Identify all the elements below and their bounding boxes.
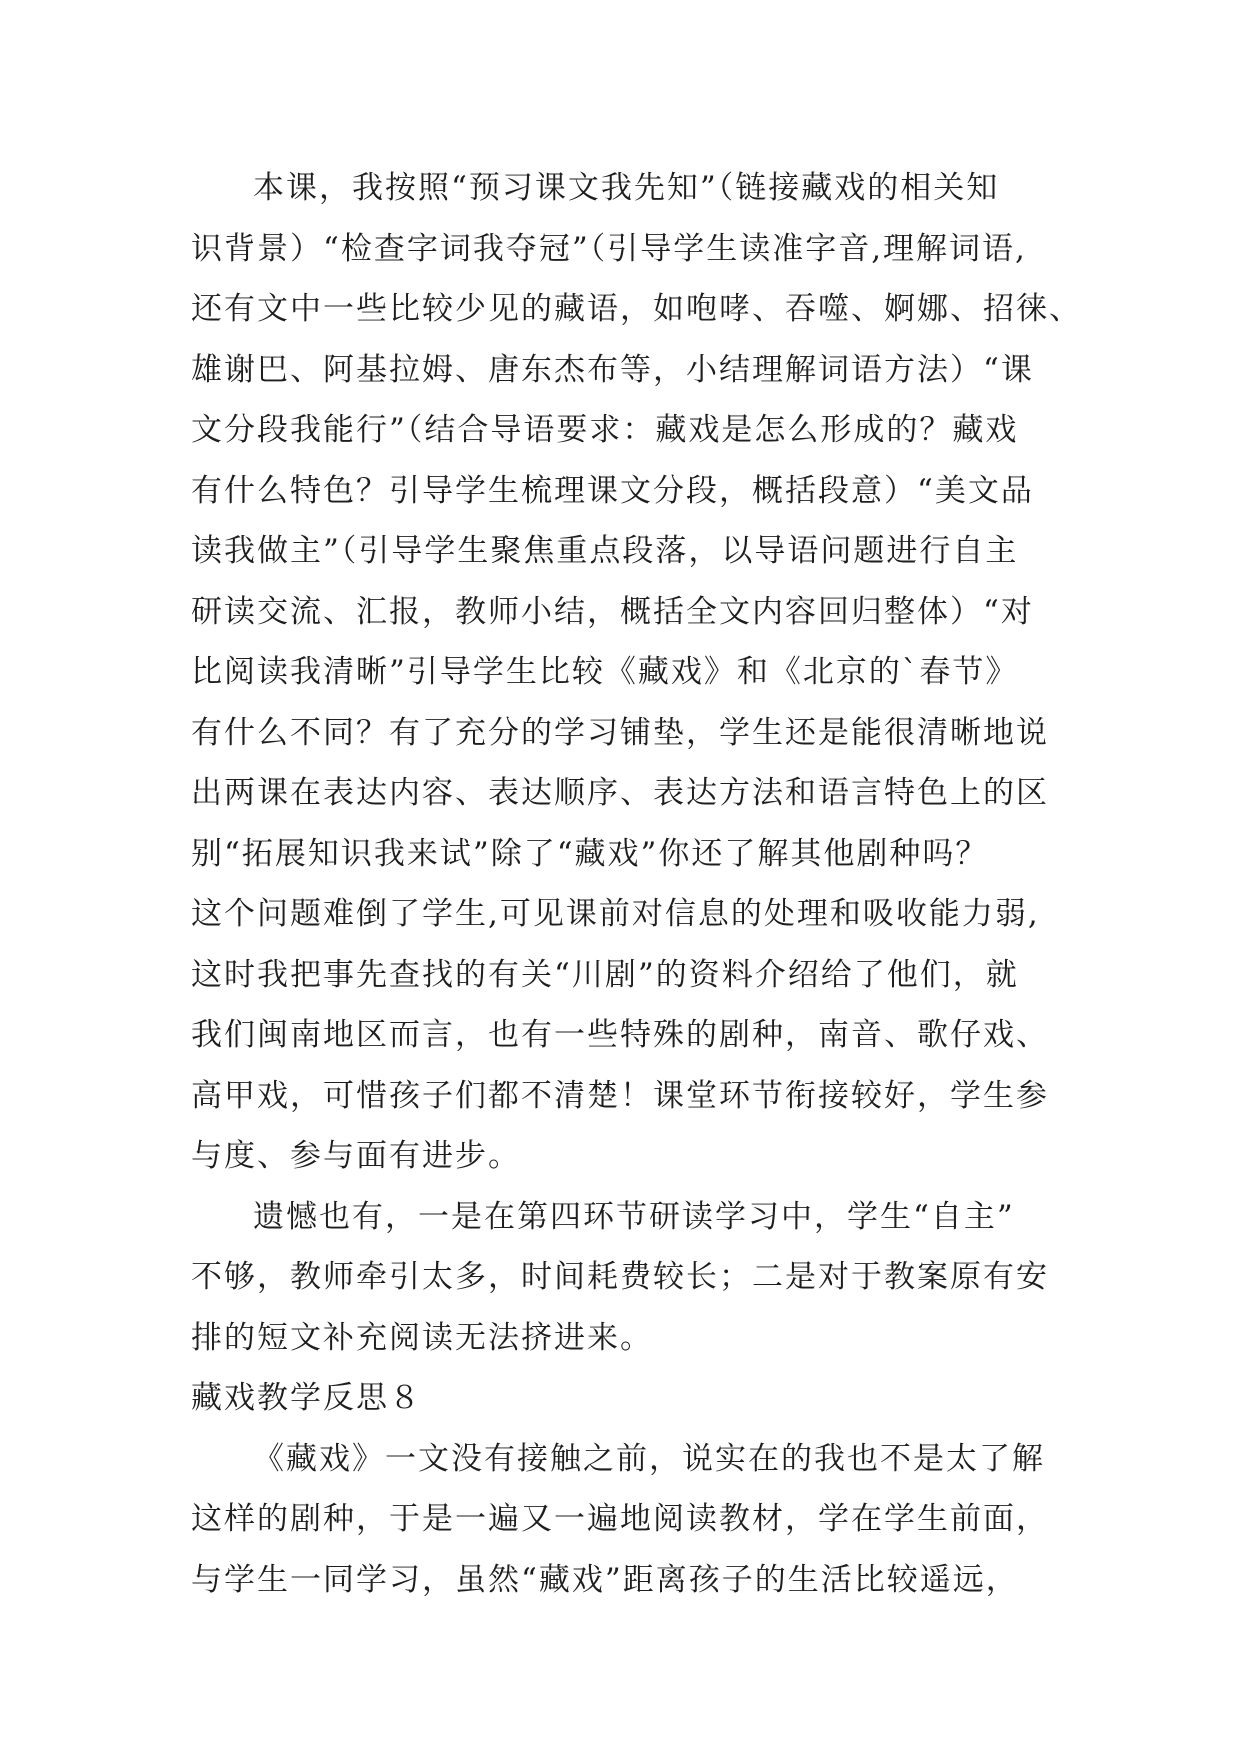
text-line: 出两课在表达内容、表达顺序、表达方法和语言特色上的区 — [191, 775, 1049, 811]
text-line: 这样的剧种，于是一遍又一遍地阅读教材，学在学生前面， — [191, 1501, 1049, 1537]
text-line: 比阅读我清晰”引导学生比较《藏戏》和《北京的`春节》 — [191, 654, 1019, 690]
text-line: 文分段我能行”（结合导语要求：藏戏是怎么形成的？藏戏 — [191, 412, 1019, 448]
text-line: 识背景）“检查字词我夺冠”（引导学生读准字音,理解词语, — [191, 230, 1027, 267]
paragraph-lesson-process — [191, 158, 1091, 1187]
text-line: 我们闽南地区而言，也有一些特殊的剧种，南音、歌仔戏、 — [191, 1017, 1049, 1053]
text-line: 还有文中一些比较少见的藏语，如咆哮、吞噬、婀娜、招徕、 — [191, 291, 1082, 327]
paragraph-reflection-8 — [191, 1429, 1091, 1611]
text-line: 排的短文补充阅读无法挤进来。 — [191, 1319, 653, 1356]
text-line: 有什么不同？有了充分的学习铺垫，学生还是能很清晰地说 — [191, 714, 1049, 751]
text-line: 这个问题难倒了学生,可见课前对信息的处理和吸收能力弱, — [191, 896, 1040, 932]
text-line: 读我做主”（引导学生聚焦重点段落，以导语问题进行自主 — [191, 533, 1019, 569]
text-line: 不够，教师牵引太多，时间耗费较长；二是对于教案原有安 — [191, 1259, 1049, 1295]
text-line: 与度、参与面有进步。 — [191, 1138, 521, 1174]
section-heading: 藏戏教学反思８ — [191, 1380, 422, 1416]
text-line: 本课，我按照“预习课文我先知”（链接藏戏的相关知 — [253, 170, 1000, 206]
text-line: 《藏戏》一文没有接触之前，说实在的我也不是太了解 — [253, 1440, 1045, 1477]
text-line: 与学生一同学习，虽然“藏戏”距离孩子的生活比较遥远， — [191, 1561, 1019, 1598]
text-line: 别“拓展知识我来试”除了“藏戏”你还了解其他剧种吗？ — [191, 835, 989, 872]
text-line: 有什么特色？引导学生梳理课文分段，概括段意）“美文品 — [191, 472, 1034, 509]
text-line: 遗憾也有，一是在第四环节研读学习中，学生“自主” — [253, 1198, 1015, 1235]
text-line: 雄谢巴、阿基拉姆、唐东杰布等，小结理解词语方法）“课 — [191, 351, 1034, 388]
text-line: 研读交流、汇报，教师小结，概括全文内容回归整体）“对 — [191, 593, 1034, 630]
text-line: 这时我把事先查找的有关“川剧”的资料介绍给了他们，就 — [191, 956, 1019, 993]
paragraph-regrets — [191, 1187, 1091, 1369]
document-body — [191, 158, 1091, 1610]
text-line: 高甲戏，可惜孩子们都不清楚！课堂环节衔接较好，学生参 — [191, 1077, 1049, 1114]
